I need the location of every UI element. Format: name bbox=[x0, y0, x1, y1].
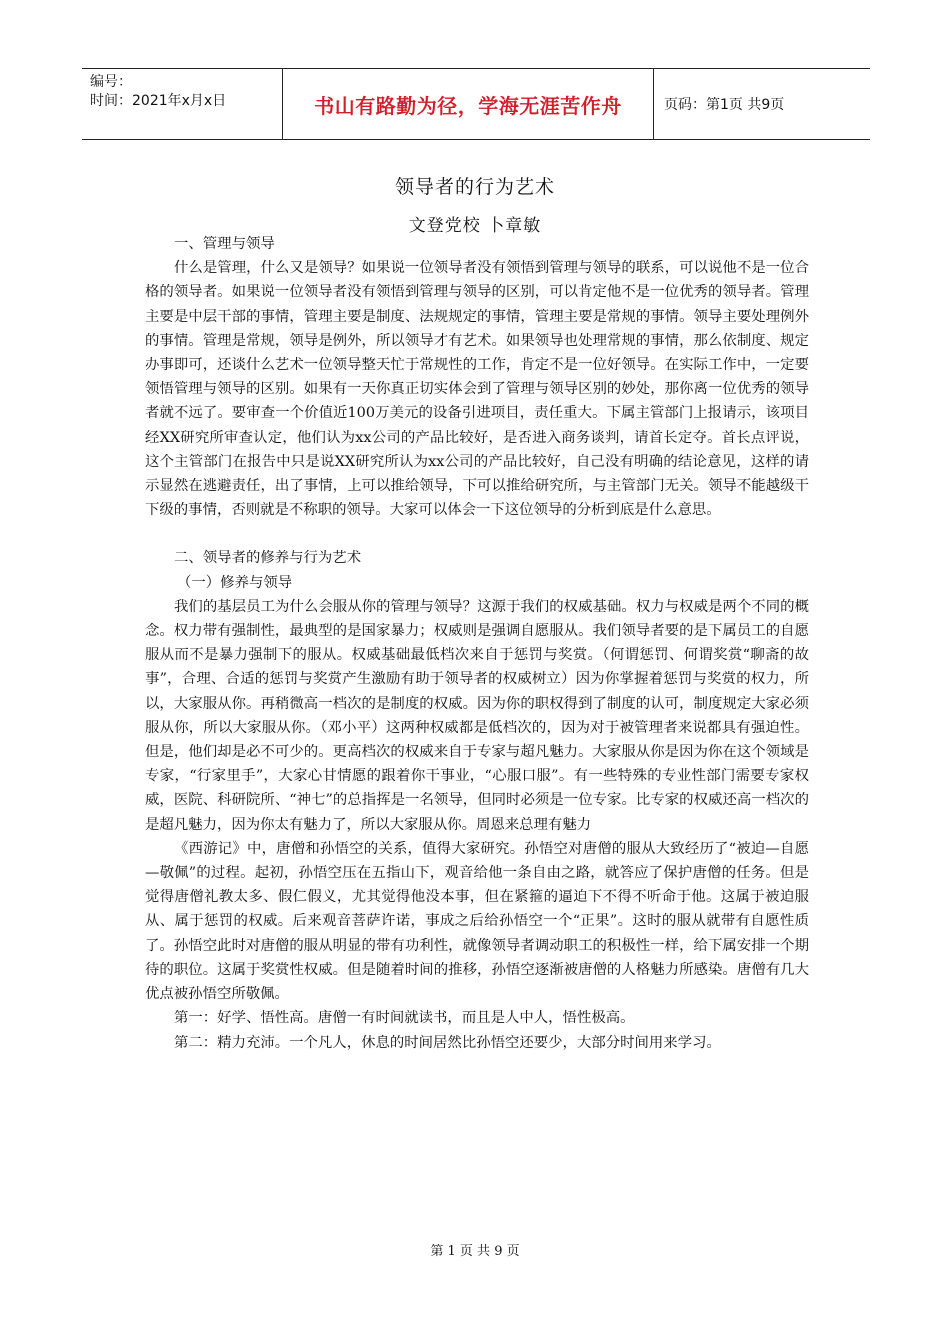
header-meta bbox=[82, 69, 282, 139]
header-page-info: 页码：第1页 共9页 bbox=[664, 97, 785, 113]
paragraph: 什么是管理，什么又是领导？如果说一位领导者没有领悟到管理与领导的联系，可以说他不是一位合格的领导者。如果说一位领导者没有领悟到管理与领导的区别，可以肯定他不是一位优秀的领导者。管理主要是中层干部的事情，管理主要是制度、法规规定的事情，管理主要是常规的事情。领导主要处理例外的事情。管理是常规，领导是例外，所以领导才有艺术。如果领导也处理常规的事情，那么依制度、规定办事即可，还谈什么艺术一位领导整天忙于常规性的工作，肯定不是一位好领导。在实际工作中，一定要领悟管理与领导的区别。如果有一天你真正切实体会到了管理与领导区别的妙处，那你离一位优秀的领导者就不远了。要审查一个价值近100万美元的设备引进项目，责任重大。下属主管部门上报请示，该项目经XX研究所审查认定，他们认为xx公司的产品比较好，是否进入商务谈判，请首长定夺。首长点评说，这个主管部门在报告中只是说XX研究所认为xx公司的产品比较好，自己没有明确的结论意见，这样的请示显然在逃避责任，出了事情，上可以推给领导，下可以推给研究所，与主管部门无关。领导不能越级干下级的事情，否则就是不称职的领导。大家可以体会一下这位领导的分析到底是什么意思。 bbox=[145, 260, 809, 519]
header-table bbox=[82, 68, 870, 140]
header-motto: 书山有路勤为径，学海无涯苦作舟 bbox=[282, 69, 654, 139]
subsection-heading: （一）修养与领导 bbox=[177, 574, 293, 591]
document-title: 领导者的行为艺术 bbox=[394, 176, 555, 198]
section-heading: 二、领导者的修养与行为艺术 bbox=[174, 550, 362, 567]
page-footer: 第 1 页 共 9 页 bbox=[430, 1244, 520, 1259]
document-body bbox=[145, 232, 809, 1055]
paragraph: 我们的基层员工为什么会服从你的管理与领导？这源于我们的权威基础。权力与权威是两个不同的概念。权力带有强制性，最典型的是国家暴力；权威则是强调自愿服从。我们领导者要的是下属员工的自愿服从而不是暴力强制下的服从。权威基础最低档次来自于惩罚与奖赏。（何谓惩罚、何谓奖赏“聊斋的故事”，合理、合适的惩罚与奖赏产生激励有助于领导者的权威树立）因为你掌握着惩罚与奖赏的权力，所以，大家服从你。再稍微高一档次的是制度的权威。因为你的职权得到了制度的认可，制度规定大家必须服从你，所以大家服从你。（邓小平）这两种权威都是低档次的，因为对于被管理者来说都具有强迫性。但是，他们却是必不可少的。更高档次的权威来自于专家与超凡魅力。大家服从你是因为你在这个领域是专家，“行家里手”，大家心甘情愿的跟着你干事业，“心服口服”。有一些特殊的专业性部门需要专家权威，医院、科研院所、“神七”的总指挥是一名领导，但同时必须是一位专家。比专家的权威还高一档次的是超凡魅力，因为你太有魅力了，所以大家服从你。周恩来总理有魅力 bbox=[145, 598, 809, 833]
blank-line bbox=[145, 522, 809, 546]
document-author: 文登党校 卜章敏 bbox=[408, 216, 542, 236]
document-number-label: 编号： bbox=[90, 74, 132, 90]
document-date: 时间：2021年x月x日 bbox=[90, 93, 227, 109]
paragraph: 第二：精力充沛。一个凡人，休息的时间居然比孙悟空还要少，大部分时间用来学习。 bbox=[174, 1034, 721, 1051]
paragraph: 第一：好学、悟性高。唐僧一有时间就读书，而且是人中人，悟性极高。 bbox=[174, 1010, 635, 1027]
section-heading: 一、管理与领导 bbox=[174, 236, 275, 252]
paragraph: 《西游记》中，唐僧和孙悟空的关系，值得大家研究。孙悟空对唐僧的服从大致经历了“被迫—自愿—敬佩”的过程。起初，孙悟空压在五指山下，观音给他一条自由之路，就答应了保护唐僧的任务。但是觉得唐僧礼教太多、假仁假义，尤其觉得他没本事，但在紧箍的逼迫下不得不听命于他。这属于被迫服从、属于惩罚的权威。后来观音菩萨许诺，事成之后给孙悟空一个“正果”。这时的服从就带有自愿性质了。孙悟空此时对唐僧的服从明显的带有功利性，就像领导者调动职工的积极性一样，给下属安排一个期待的职位。这属于奖赏性权威。但是随着时间的推移，孙悟空逐渐被唐僧的人格魅力所感染。唐僧有几大优点被孙悟空所敬佩。 bbox=[145, 840, 809, 1003]
